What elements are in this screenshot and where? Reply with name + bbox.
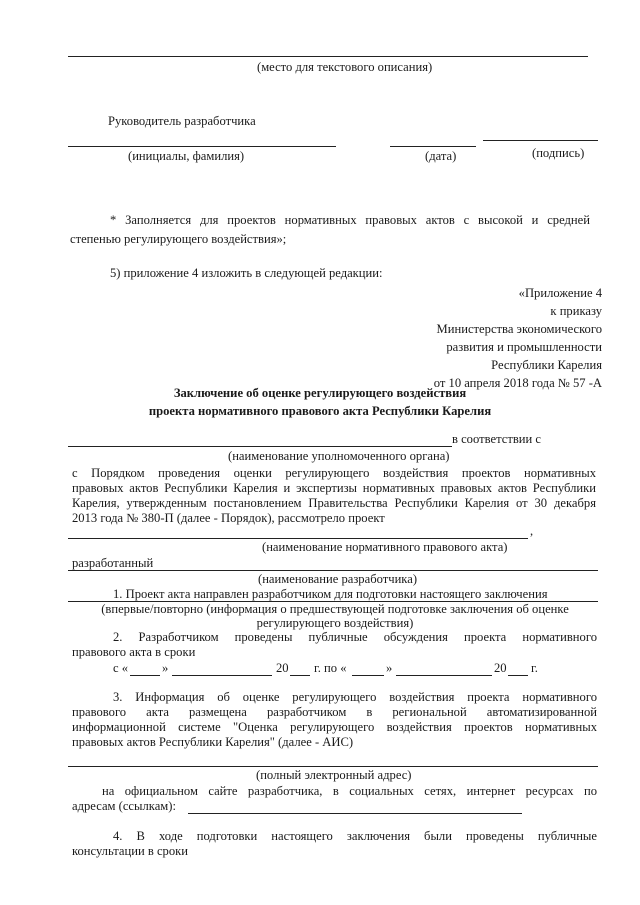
appendix-line-5: Республики Карелия [491,358,602,372]
initials-caption: (инициалы, фамилия) [128,149,245,163]
place-caption: (место для текстового описания) [257,60,433,74]
section-3-line-3: информационной системе "Оценка регулирующего воздействия проектов нормативных [72,720,597,734]
section-3-line-4: правовых актов Республики Карелия" (далее - АИС) [72,735,354,749]
head-label: Руководитель разработчика [108,114,256,128]
title-line-1: Заключение об оценке регулирующего воздействия [173,386,467,400]
date-to-month [396,675,492,676]
act-line [68,538,528,539]
section-3-line-2: правового акта размещена разработчиком в региональной автоматизированной [72,705,597,719]
footnote-line-2: степенью регулирующего воздействия»; [70,232,287,246]
developed-label: разработанный [72,556,154,570]
developer-line [68,570,598,571]
in-accordance: в соответствии с [452,432,541,446]
initials-line [68,146,336,147]
section-1-caption-2: регулирующего воздействия) [256,616,414,630]
section-4-line-1: 4. В ходе подготовки настоящего заключения были проведены публичные [113,829,597,843]
title-line-2: проекта нормативного правового акта Республики Карелия [148,404,492,418]
date-caption: (дата) [425,149,457,163]
address-line [68,766,598,767]
date-from-day [130,675,160,676]
date-from-month [172,675,272,676]
date-to-day [352,675,384,676]
appendix-line-2: к приказу [550,304,602,318]
authority-line [68,446,452,447]
section-3-line-6: адресам (ссылкам): [72,799,176,813]
item-5: 5) приложение 4 изложить в следующей редакции: [110,266,383,280]
section-1-caption-1: (впервые/повторно (информация о предшествующей подготовке заключения об оценке [101,602,569,616]
appendix-line-3: Министерства экономического [436,322,602,336]
date-to-quote: » [386,661,393,675]
act-comma: , [530,524,534,538]
act-caption: (наименование нормативного правового акта) [262,540,508,554]
date-from-prefix: с « [113,661,129,675]
date-to-year: 20 [494,661,507,675]
footnote-line-1: * Заполняется для проектов нормативных правовых актов с высокой и средней [110,213,590,227]
section-3-line-5: на официальном сайте разработчика, в социальных сетях, интернет ресурсах по [102,784,597,798]
section-3-line-1: 3. Информация об оценке регулирующего воздействия проекта нормативного [113,690,597,704]
appendix-line-1: «Приложение 4 [518,286,602,300]
appendix-line-6: от 10 апреля 2018 года № 57 -А [433,376,602,390]
authority-caption: (наименование уполномоченного органа) [228,449,450,463]
intro-line-2: правовых актов Республики Карелия и экспертизы нормативных правовых актов Республики [72,481,596,495]
date-from-year-line [290,675,310,676]
date-to-prefix: г. по « [314,661,347,675]
section-2-line-1: 2. Разработчиком проведены публичные обсуждения проекта нормативного [113,630,597,644]
address-caption: (полный электронный адрес) [256,768,412,782]
date-to-g: г. [531,661,538,675]
date-from-year: 20 [276,661,289,675]
intro-line-3: Карелия, утвержденным постановлением Правительства Республики Карелия от 30 декабря [72,496,596,510]
signature-line [483,140,598,141]
date-from-quote: » [162,661,169,675]
top-rule [68,56,588,57]
signature-caption: (подпись) [532,146,585,160]
date-line [390,146,476,147]
date-to-year-line [508,675,528,676]
links-line [188,813,522,814]
section-4-line-2: консультации в сроки [72,844,188,858]
intro-line-1: с Порядком проведения оценки регулирующего воздействия проектов нормативных [72,466,596,480]
intro-line-4: 2013 года № 380-П (далее - Порядок), рассмотрело проект [72,511,385,525]
section-1-text: 1. Проект акта направлен разработчиком для подготовки настоящего заключения [113,587,548,601]
appendix-line-4: развития и промышленности [446,340,602,354]
developer-caption: (наименование разработчика) [258,572,418,586]
section-2-line-2: правового акта в сроки [72,645,196,659]
